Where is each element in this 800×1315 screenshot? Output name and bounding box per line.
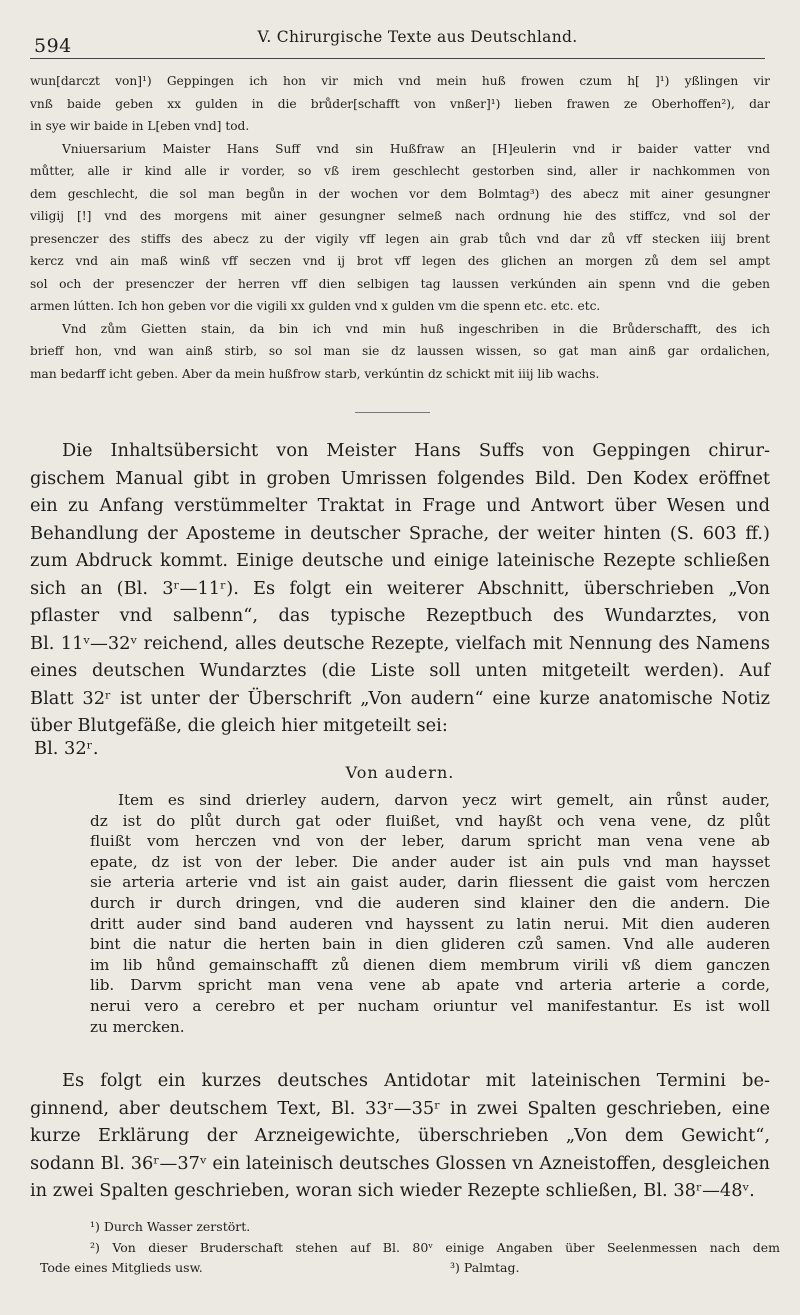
footnote-1: ¹) Durch Wasser zerstört.: [90, 1219, 251, 1234]
quote-line: sie arteria arterie vnd ist ain gaist auder, darin fliessent die gaist vom herczen: [90, 873, 770, 892]
quote-line: im lib hůnd gemainschafft zů dienen diem membrum virili vß diem ganczen: [90, 955, 770, 974]
record-line: presenczer des stiffs des abecz zu der vigily vff legen ain grab tůch vnd dar zů vff stecken iiij brent: [30, 231, 770, 246]
record-line: vnß baide geben xx gulden in die brůder[schafft von vnßer]¹) lieben frawen ze Oberhoffen²), dar: [30, 96, 770, 111]
paragraph-line: ein zu Anfang verstümmelter Traktat in Frage und Antwort über Wesen und: [30, 495, 770, 516]
footnotes: [40, 1217, 780, 1279]
footnote-2-continuation: Tode eines Mitglieds usw.: [40, 1260, 203, 1275]
footnote-row: [40, 1258, 780, 1279]
quote-line: epate, dz ist von der leber. Die ander auder ist ain puls vnd man haysset: [90, 852, 770, 871]
paragraph-line: sich an (Bl. 3ʳ—11ʳ). Es folgt ein weiterer Abschnitt, überschrieben „Von: [30, 577, 770, 599]
footnote-2: ²) Von dieser Bruderschaft stehen auf Bl. 80ᵛ einige Angaben über Seelenmessen nach dem: [90, 1239, 780, 1255]
quote-line: zu mercken.: [90, 1017, 185, 1036]
page-header: [30, 22, 765, 59]
quote-line: nerui vero a cerebro et per nucham oriuntur vel manifestantur. Es ist woll: [90, 996, 770, 1015]
paragraph-line: pflaster vnd salbenn“, das typische Rezeptbuch des Wundarztes, von: [30, 605, 770, 626]
paragraph-line: gischem Manual gibt in groben Umrissen folgendes Bild. Den Kodex eröffnet: [30, 467, 770, 489]
paragraph-line: Blatt 32ʳ ist unter der Überschrift „Von audern“ eine kurze anatomische Notiz: [30, 687, 770, 709]
record-line: in sye wir baide in L[eben vnd] tod.: [30, 119, 250, 133]
paragraph-contents-overview: [30, 437, 770, 740]
paragraph-line: kurze Erklärung der Arzneigewichte, überschrieben „Von dem Gewicht“,: [30, 1125, 770, 1146]
quote-line: dritt auder sind band auderen vnd hayssent zu latin nerui. Mit dien auderen: [90, 914, 770, 933]
paragraph-line: in zwei Spalten geschrieben, woran sich wieder Rezepte schließen, Bl. 38ʳ—48ᵛ.: [30, 1180, 755, 1201]
quote-line: Item es sind drierley audern, darvon yecz wirt gemelt, ain růnst auder,: [118, 791, 770, 809]
record-line: Vnd zům Gietten stain, da bin ich vnd min huß ingeschriben in die Brůderschafft, des ich: [62, 321, 770, 336]
quote-line: lib. Darvm spricht man vena vene ab apate vnd arteria arterie a corde,: [90, 976, 770, 995]
paragraph-line: Bl. 11ᵛ—32ᵛ reichend, alles deutsche Rezepte, vielfach mit Nennung des Namens: [30, 632, 770, 654]
record-line: man bedarff icht geben. Aber da mein hußfrow starb, verkúntin dz schickt mit iiij lib wachs.: [30, 366, 600, 381]
quoted-text-audern: [90, 790, 770, 1037]
footnote-3: ³) Palmtag.: [450, 1260, 520, 1275]
section-separator: [355, 412, 430, 413]
quote-line: durch ir durch dringen, vnd die auderen sind klainer den die andern. Die: [90, 893, 770, 912]
record-line: sol och der presenczer der herren vff dien selbigen tag laussen verkúnden ain spenn vnd die geben: [30, 276, 770, 291]
record-line: kercz vnd ain maß winß vff seczen vnd ij brot vff legen des glichen an morgen zů dem sel ampt: [30, 254, 770, 268]
paragraph-line: Behandlung der Aposteme in deutscher Sprache, der weiter hinten (S. 603 ff.): [30, 522, 770, 544]
record-transcription: [30, 70, 770, 385]
paragraph-line: sodann Bl. 36ʳ—37ᵛ ein lateinisch deutsches Glossen vn Azneistoffen, desgleichen: [30, 1152, 770, 1174]
paragraph-line: ginnend, aber deutschem Text, Bl. 33ʳ—35ʳ in zwei Spalten geschrieben, eine: [30, 1097, 770, 1119]
record-line: brieff hon, vnd wan ainß stirb, so sol man sie dz laussen wissen, so gat man ainß gar ordalichen,: [30, 344, 770, 358]
paragraph-line: Es folgt ein kurzes deutsches Antidotar mit lateinischen Termini be-: [62, 1070, 770, 1091]
quote-line: bint die natur die herten bain in dien glideren czů samen. Vnd alle auderen: [90, 935, 770, 954]
record-line: Vniuersarium Maister Hans Suff vnd sin Hußfraw an [H]eulerin vnd ir baider vatter vnd: [62, 141, 770, 156]
quote-line: dz ist do plůt durch gat oder fluißet, vnd hayßt och vena vene, dz plůt: [90, 811, 770, 830]
quote-line: fluißt vom herczen vnd von der leber, darum spricht man vena vene ab: [90, 832, 770, 851]
paragraph-line: zum Abdruck kommt. Einige deutsche und einige lateinische Rezepte schließen: [30, 550, 770, 571]
record-line: viligij [!] vnd des morgens mit ainer gesungner selmeß nach ordnung hie des stiffcz, vnd sol der: [30, 209, 770, 223]
page-number: 594: [34, 35, 72, 57]
folio-reference: Bl. 32ʳ.: [34, 738, 99, 759]
paragraph-line: über Blutgefäße, die gleich hier mitgeteilt sei:: [30, 715, 448, 736]
paragraph-line: Die Inhaltsübersicht von Meister Hans Suffs von Geppingen chirur-: [62, 440, 770, 461]
record-line: armen lútten. Ich hon geben vor die vigili xx gulden vnd x gulden vm die spenn etc. etc. etc.: [30, 299, 601, 313]
record-line: dem geschlecht, die sol man begůn in der wochen vor dem Bolmtag³) des abecz mit ainer gesungner: [30, 186, 770, 201]
paragraph-antidotar: [30, 1067, 770, 1205]
record-line: můtter, alle ir kind alle ir vorder, so vß irem geschlecht gestorben sind, aller ir nachkommen von: [30, 164, 770, 178]
running-head: V. Chirurgische Texte aus Deutschland.: [257, 28, 578, 46]
quote-heading: Von audern.: [345, 763, 455, 782]
paragraph-line: eines deutschen Wundarztes (die Liste soll unten mitgeteilt werden). Auf: [30, 660, 770, 681]
record-line: wun[darczt von]¹) Geppingen ich hon vir mich vnd mein huß frowen czum h[ ]¹) yßlingen vir: [30, 74, 770, 88]
